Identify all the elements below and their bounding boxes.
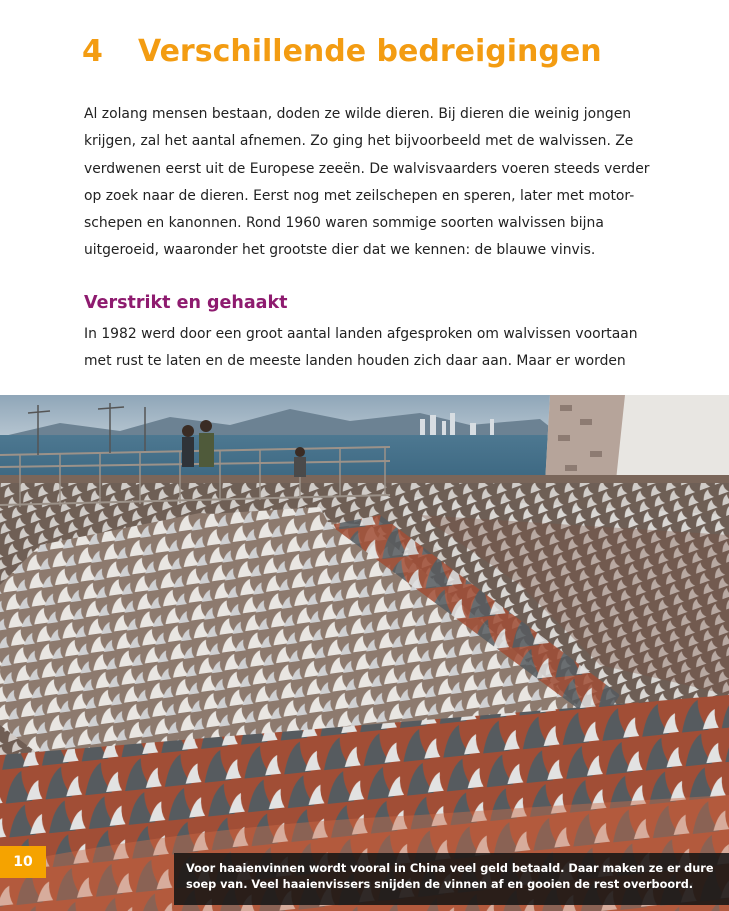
caption-line: soep van. Veel haaienvissers snijden de vinnen af en gooien de rest overboord. bbox=[186, 877, 694, 891]
chapter-title-text: Verschillende bedreigingen bbox=[138, 34, 602, 69]
intro-line: schepen en kanonnen. Rond 1960 waren sommige soorten walvissen bijna bbox=[84, 215, 604, 232]
chapter-title bbox=[82, 34, 602, 69]
section-line: In 1982 werd door een groot aantal landen afgesproken om walvissen voortaan bbox=[84, 326, 638, 342]
intro-paragraph bbox=[84, 101, 654, 265]
intro-line: op zoek naar de dieren. Eerst nog met zeilschepen en speren, later met motor- bbox=[84, 187, 635, 204]
section-line: met rust te laten en de meeste landen houden zich daar aan. Maar er worden bbox=[84, 353, 626, 370]
intro-line: Al zolang mensen bestaan, doden ze wilde dieren. Bij dieren die weinig jongen bbox=[84, 106, 632, 122]
section-heading: Verstrikt en gehaakt bbox=[84, 293, 288, 313]
intro-line: verdwenen eerst uit de Europese zeeën. De walvisvaarders voeren steeds verder bbox=[84, 160, 650, 177]
intro-line: uitgeroeid, waaronder het grootste dier dat we kennen: de blauwe vinvis. bbox=[84, 242, 596, 259]
caption-line: Voor haaienvinnen wordt vooral in China veel geld betaald. Daar maken ze er dure bbox=[186, 862, 714, 875]
photo-caption bbox=[174, 853, 729, 905]
shark-fins-photo bbox=[0, 395, 729, 911]
page-number: 10 bbox=[0, 846, 46, 878]
intro-line: krijgen, zal het aantal afnemen. Zo ging het bijvoorbeeld met de walvissen. Ze bbox=[84, 133, 634, 150]
section-paragraph bbox=[84, 321, 654, 376]
chapter-number: 4 bbox=[82, 34, 103, 69]
